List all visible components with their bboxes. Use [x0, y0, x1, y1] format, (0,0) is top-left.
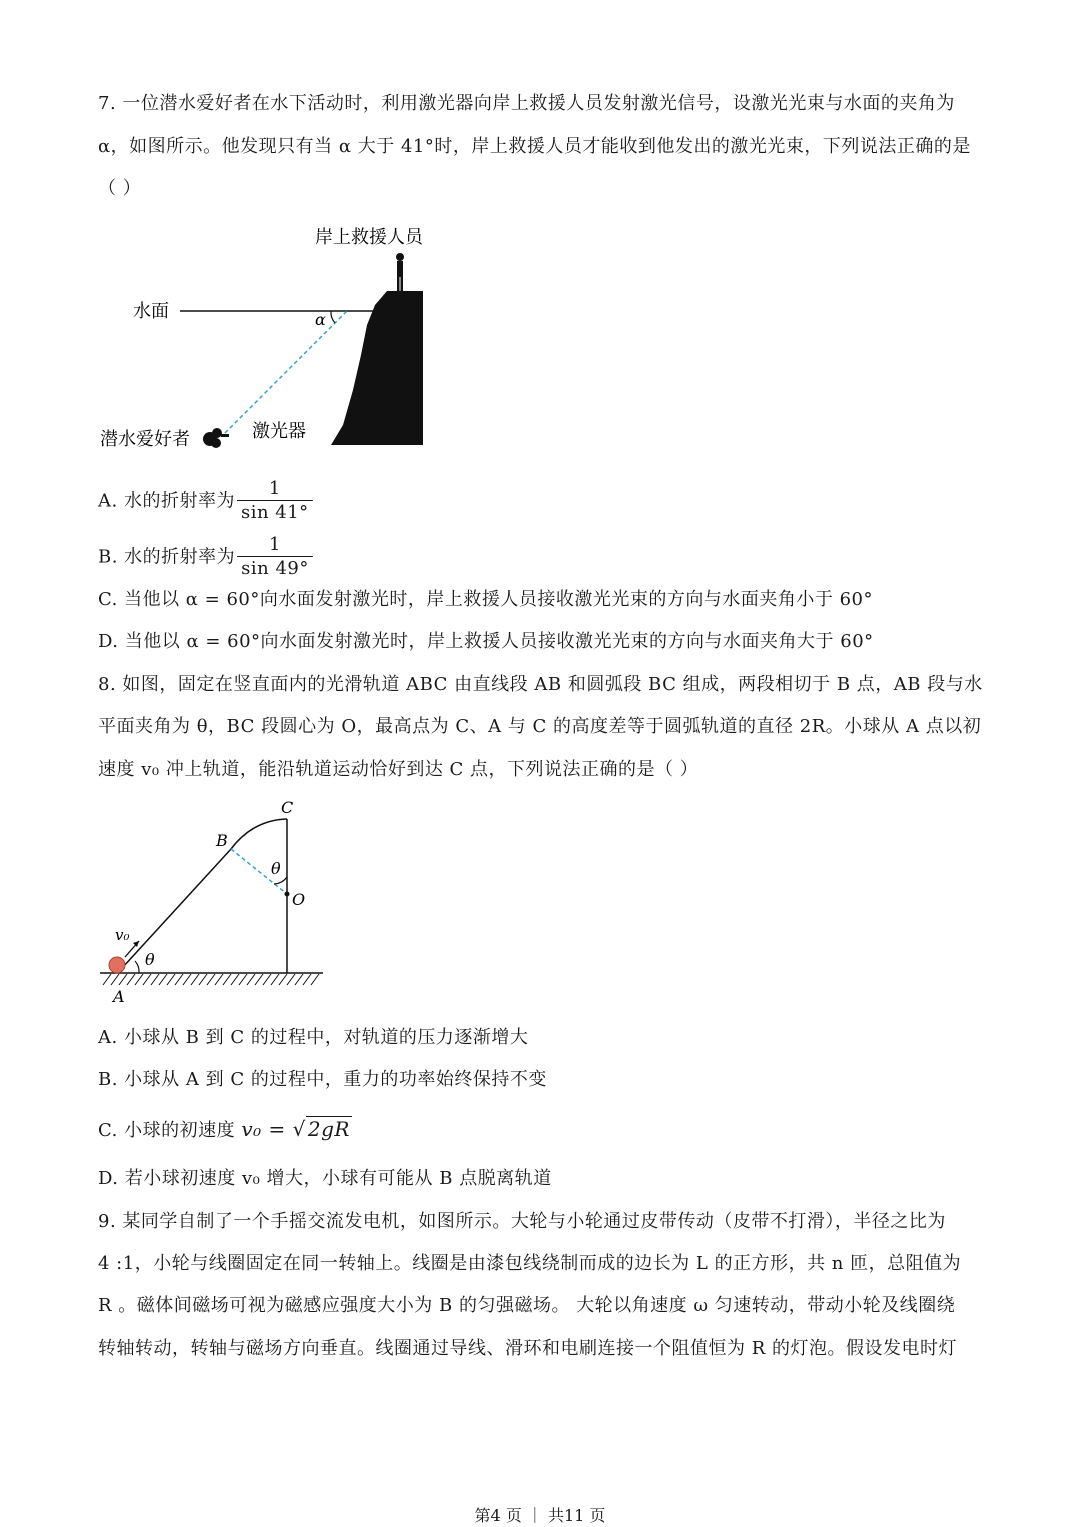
- q7-option-b: [98, 534, 313, 581]
- diver-label: 潜水爱好者: [100, 429, 190, 450]
- fraction-numerator: 1: [269, 534, 281, 555]
- q8-option-c: [98, 1116, 352, 1144]
- theta-arc-bottom: [135, 961, 139, 973]
- q8-line-1: 8. 如图，固定在竖直面内的光滑轨道 ABC 由直线段 AB 和圆弧段 BC 组成，两段相切于 B 点，AB 段与水: [98, 674, 983, 695]
- rescuer-label: 岸上救援人员: [315, 227, 423, 248]
- q8-option-c-text: C. 小球的初速度: [98, 1120, 236, 1141]
- alpha-arc: [331, 311, 335, 323]
- q8-line-3: 速度 v₀ 冲上轨道，能沿轨道运动恰好到达 C 点，下列说法正确的是（ ）: [98, 759, 699, 780]
- q7-option-a-fraction: [237, 478, 313, 525]
- q8-option-a: A. 小球从 B 到 C 的过程中，对轨道的压力逐渐增大: [98, 1027, 529, 1048]
- fraction-denominator: sin 49°: [237, 556, 313, 581]
- rescuer-figure: [396, 253, 404, 291]
- alpha-label: α: [315, 310, 326, 329]
- water-label: 水面: [133, 301, 169, 322]
- ball: [109, 957, 125, 973]
- point-o-label: O: [292, 890, 306, 909]
- center-point-o: [285, 892, 290, 897]
- q7-line-2: α，如图所示。他发现只有当 α 大于 41°时，岸上救援人员才能收到他发出的激光光束，下列说法正确的是: [98, 136, 971, 157]
- point-a-label: A: [113, 987, 125, 1006]
- track-ab: [123, 849, 231, 967]
- q9-line-4: 转轴转动，转轴与磁场方向垂直。线圈通过导线、滑环和电刷连接一个阻值恒为 R 的灯泡。假设发电时灯: [98, 1338, 957, 1359]
- theta-label-top: θ: [271, 859, 281, 878]
- point-b-label: B: [216, 831, 228, 850]
- q9-line-3: R 。磁体间磁场可视为磁感应强度大小为 B 的匀强磁场。 大轮以角速度 ω 匀速转动，带动小轮及线圈绕: [98, 1295, 956, 1316]
- page-footer: 第4 页 ｜ 共11 页: [474, 1506, 606, 1525]
- q9-line-1: 9. 某同学自制了一个手摇交流发电机，如图所示。大轮与小轮通过皮带传动（皮带不打滑），半径之比为: [98, 1211, 946, 1232]
- q8-figure: [95, 795, 335, 1010]
- formula-radicand: 2gR: [307, 1117, 350, 1141]
- q7-option-d: D. 当他以 α = 60°向水面发射激光时，岸上救援人员接收激光光束的方向与水面夹角大于 60°: [98, 631, 874, 652]
- track-arc-bc: [231, 819, 287, 849]
- q7-option-b-fraction: [237, 534, 313, 581]
- v0-label: v₀: [115, 926, 130, 944]
- theta-arc-top: [274, 877, 287, 884]
- q8-option-d: D. 若小球初速度 v₀ 增大，小球有可能从 B 点脱离轨道: [98, 1168, 552, 1189]
- q8-option-c-formula: v₀ = √ 2gR: [241, 1117, 350, 1141]
- q7-option-a: [98, 478, 313, 525]
- q8-option-b: B. 小球从 A 到 C 的过程中，重力的功率始终保持不变: [98, 1069, 547, 1090]
- q7-option-c: C. 当他以 α = 60°向水面发射激光时，岸上救援人员接收激光光束的方向与水面夹角小于 60°: [98, 589, 874, 610]
- q7-line-1: 7. 一位潜水爱好者在水下活动时，利用激光器向岸上救援人员发射激光信号，设激光光束与水面的夹角为: [98, 93, 955, 114]
- q7-line-3: （ ）: [98, 178, 142, 199]
- q7-figure: [95, 215, 435, 455]
- fraction-numerator: 1: [268, 478, 281, 499]
- theta-label-bottom: θ: [145, 950, 155, 969]
- diver-figure: [203, 428, 229, 448]
- laser-label: 激光器: [252, 421, 306, 442]
- ground-hatching: [103, 974, 319, 985]
- q7-option-a-text: A. 水的折射率为: [98, 490, 235, 512]
- fraction-denominator: sin 41°: [237, 500, 313, 525]
- q8-line-2: 平面夹角为 θ，BC 段圆心为 O，最高点为 C、A 与 C 的高度差等于圆弧轨道的直径 2R。小球从 A 点以初: [98, 716, 982, 737]
- formula-lhs: v₀ =: [241, 1117, 286, 1141]
- point-c-label: C: [281, 798, 294, 817]
- q9-line-2: 4 :1，小轮与线圈固定在同一转轴上。线圈是由漆包线绕制而成的边长为 L 的正方形，共 n 匝，总阻值为: [98, 1253, 962, 1274]
- laser-beam: [225, 311, 347, 433]
- q7-option-b-text: B. 水的折射率为: [98, 546, 236, 568]
